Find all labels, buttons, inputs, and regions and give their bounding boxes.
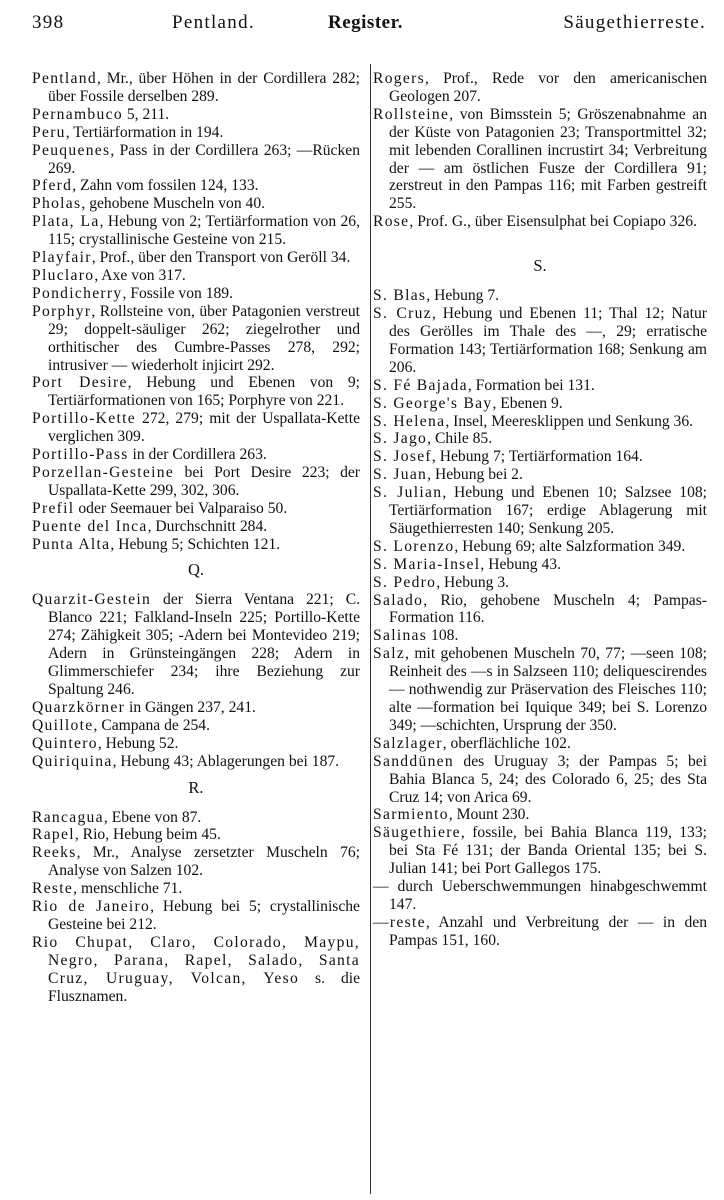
index-entry	[32, 753, 360, 771]
index-references: , Mr., Analyse zersetzter Muscheln 76; Analyse von Salzen 102.	[48, 844, 360, 880]
index-references: 108.	[427, 627, 459, 645]
index-entry	[373, 413, 707, 431]
index-references: , Hebung 69; alte Salzformation 349.	[454, 537, 686, 555]
entries-q	[32, 591, 360, 770]
left-column	[32, 70, 360, 1006]
index-term: S. Julian	[373, 484, 443, 502]
index-entry	[373, 556, 707, 574]
index-references: der Sierra Ventana 221; C. Blanco 221; Falkland-Inseln 225; Portillo-Kette 274; Zähigkeit 305; -Adern bei Montevideo 219; Adern in Grünsteingängen 228; Adern in Glimmerschiefer 234; ihre Beziehung zur Spaltung 246.	[48, 591, 360, 698]
index-entry	[373, 538, 707, 556]
index-entry	[373, 484, 707, 538]
index-references: , Formation bei 131.	[467, 376, 595, 394]
index-references: bei Port Desire 223; der Uspallata-Kette 299, 302, 306.	[48, 463, 360, 499]
index-entry	[373, 395, 707, 413]
index-term: Portillo-Pass	[32, 446, 129, 464]
index-term: Rio Chupat, Claro, Colorado, Maypu, Negro, Parana, Rapel, Salado, Santa Cruz, Uruguay, Volcan, Yeso	[32, 933, 360, 987]
index-term: Prefil	[32, 499, 75, 517]
index-entry	[32, 500, 360, 518]
section-spacer	[373, 231, 707, 249]
index-references: in Gängen 237, 241.	[125, 698, 256, 716]
index-references: , Hebung 7.	[426, 287, 500, 305]
index-entry	[32, 410, 360, 446]
entries-s	[373, 287, 707, 950]
index-references: , fossile, bei Bahia Blanca 119, 133; bei Sta Fé 131; der Banda Oriental 135; bei S. Julian 141; bei Port Gallegos 175.	[389, 824, 707, 878]
index-term: S. Josef	[373, 448, 432, 466]
index-references: , Hebung von 2; Tertiärformation von 26, 115; crystallinische Gesteine von 215.	[48, 213, 360, 249]
index-references: , Insel, Meeresklippen und Senkung 36.	[445, 412, 694, 430]
index-entry	[32, 213, 360, 249]
index-references: , Ebenen 9.	[492, 394, 563, 412]
index-references: , Hebung und Ebenen von 9; Tertiärformationen von 165; Porphyre von 221.	[48, 374, 360, 410]
running-header	[32, 12, 706, 42]
index-term: Rio de Janeiro	[32, 898, 151, 916]
index-references: des Uruguay 3; der Pampas 5; bei Bahia Blanca 5, 24; des Colorado 6, 25; des Sta Cruz 14; von Arica 69.	[389, 752, 707, 806]
index-entry	[373, 914, 707, 950]
index-entry	[32, 177, 360, 195]
index-references: , Hebung 7; Tertiärformation 164.	[431, 448, 643, 466]
index-references: , gehobene Muscheln von 40.	[81, 195, 266, 213]
index-term: —reste	[373, 913, 426, 931]
index-references: , Rio, gehobene Muscheln 4; Pampas-Formation 116.	[389, 591, 707, 627]
header-first-entry: Pentland.	[172, 12, 255, 33]
index-entry	[32, 374, 360, 410]
index-references: , Mr., über Höhen in der Cordillera 282; über Fossile derselben 289.	[48, 70, 360, 105]
index-term: Reeks	[32, 844, 77, 862]
index-references: , Prof., Rede vor den americanischen Geologen 207.	[389, 70, 707, 105]
index-references: , Hebung und Ebenen 11; Thal 12; Natur des Gerölles im Thale des —, 29; erratische Formation 143; Tertiärformation 168; Senkung am 206.	[389, 305, 708, 376]
index-term: S. Juan	[373, 466, 428, 484]
index-term: S. George's Bay	[373, 394, 493, 412]
index-entry	[32, 464, 360, 500]
index-entry	[32, 880, 360, 898]
page-number: 398	[32, 12, 65, 33]
index-term: Rancagua	[32, 808, 104, 826]
index-entry	[373, 806, 707, 824]
index-term: Sarmiento	[373, 806, 449, 824]
index-entry	[373, 878, 707, 914]
index-term: S. Helena	[373, 412, 446, 430]
entries-r-left	[32, 809, 360, 1006]
section-heading-s: S.	[533, 256, 547, 276]
index-references: , Hebung 5; Schichten 121.	[110, 535, 281, 553]
index-entry	[32, 826, 360, 844]
section-heading-r: R.	[188, 777, 204, 797]
index-references: , Prof., über den Transport von Geröll 34.	[91, 249, 351, 267]
index-entry	[32, 735, 360, 753]
index-term: S. Lorenzo	[373, 537, 455, 555]
index-term: Pentland	[32, 70, 97, 87]
index-entry	[373, 287, 707, 305]
index-entry	[373, 466, 707, 484]
index-entry	[32, 591, 360, 698]
index-entry	[32, 267, 360, 285]
index-term: Porzellan-Gesteine	[32, 463, 175, 481]
index-references: , Axe von 317.	[94, 266, 186, 284]
index-entry	[373, 574, 707, 592]
index-references: 272, 279; mit der Uspallata-Kette verglichen 309.	[48, 410, 360, 446]
index-references: , von Bimsstein 5; Gröszenabnahme an der Küste von Patagonien 23; Transportmittel 32; mit lebenden Corallinen incrustirt 34; Verbreitung der — am östlichen Fusze der Cordillera 91; zerstreut in den Pampas 116; mit Farben gestreift 255.	[389, 105, 707, 213]
index-references: , Anzahl und Verbreitung der — in den Pampas 151, 160.	[389, 913, 707, 949]
index-entry	[373, 753, 707, 807]
index-term: Punta Alta	[32, 535, 111, 553]
index-references: oder Seemauer bei Valparaiso 50.	[74, 499, 288, 517]
index-entry	[373, 430, 707, 448]
index-term: Quillote	[32, 716, 94, 734]
index-entry	[32, 844, 360, 880]
section-heading-q: Q.	[187, 560, 205, 580]
index-references: , Ebene von 87.	[103, 808, 202, 826]
index-references: , Hebung 3.	[436, 573, 510, 591]
index-entry	[32, 249, 360, 267]
index-entry	[373, 627, 707, 645]
index-entry	[32, 303, 360, 375]
index-references: , Durchschnitt 284.	[147, 517, 268, 535]
index-references: , Hebung bei 2.	[427, 466, 523, 484]
index-term: Sanddünen	[373, 752, 454, 770]
column-divider	[370, 64, 371, 1194]
index-term: Salinas	[373, 627, 428, 645]
index-references: 5, 211.	[122, 105, 170, 123]
index-term: Pernambuco	[32, 105, 123, 123]
index-entry	[32, 195, 360, 213]
index-term: S. Cruz	[373, 305, 432, 323]
index-entry	[32, 70, 360, 106]
index-references: , Chile 85.	[427, 430, 493, 448]
index-entry	[32, 898, 360, 934]
index-references: , Rio, Hebung beim 45.	[74, 826, 221, 844]
index-term: Rose	[373, 213, 410, 231]
index-term: S. Fé Bajada	[373, 376, 468, 394]
index-entry	[373, 735, 707, 753]
index-entry	[32, 124, 360, 142]
index-entry	[373, 213, 707, 231]
index-entry	[32, 518, 360, 536]
index-references: , Hebung 43.	[480, 555, 561, 573]
index-entry	[373, 592, 707, 628]
index-references: , Rollsteine von, über Patagonien verstreut 29; doppelt-säuliger 262; ziegelrother und orthitischer des Cumbre-Passes 278, 292; intrusiver — wiederholt injicirt 292.	[48, 302, 360, 374]
index-term: Peuquenes	[32, 141, 111, 159]
index-term: Salz	[373, 645, 406, 663]
index-references: , Prof. G., über Eisensulphat bei Copiapo 326.	[409, 213, 697, 231]
index-term: Quarzit-Gestein	[32, 591, 152, 609]
index-term: Rollsteine	[373, 105, 450, 123]
index-term: Pondicherry	[32, 284, 123, 302]
index-term: Pholas	[32, 195, 82, 213]
index-term: Puente del Inca	[32, 517, 148, 535]
index-term: Salado	[373, 591, 424, 609]
index-references: , Hebung bei 5; crystallinische Gesteine bei 212.	[48, 898, 360, 933]
index-entry	[32, 106, 360, 124]
index-term: S. Maria-Insel	[373, 555, 481, 573]
index-entry	[373, 645, 707, 735]
index-entry	[373, 377, 707, 395]
index-term: Salzlager	[373, 734, 443, 752]
index-references: , Pass in der Cordillera 263; —Rücken 269.	[48, 141, 360, 177]
index-references: , menschliche 71.	[73, 880, 183, 898]
index-references: , oberflächliche 102.	[442, 734, 571, 752]
index-entry	[32, 142, 360, 178]
index-references: , Hebung 43; Ablagerungen bei 187.	[112, 752, 340, 770]
index-entry	[373, 448, 707, 466]
right-column	[373, 70, 707, 950]
index-term: Pluclaro	[32, 266, 95, 284]
index-entry	[32, 809, 360, 827]
index-references: in der Cordillera 263.	[128, 446, 267, 464]
header-title: Register.	[328, 12, 404, 33]
index-term: Reste	[32, 880, 74, 898]
index-references: , Fossile von 189.	[122, 284, 233, 302]
index-entry	[373, 824, 707, 878]
index-entry	[32, 536, 360, 554]
index-entry	[32, 699, 360, 717]
entries-p	[32, 70, 360, 553]
index-term: Peru	[32, 123, 66, 141]
index-entry	[32, 934, 360, 1006]
index-references: s. die Flusznamen.	[48, 969, 360, 1005]
index-term: Playfair	[32, 249, 92, 267]
index-references: , Tertiärformation in 194.	[65, 123, 224, 141]
index-entry	[32, 446, 360, 464]
index-term: Säugethiere	[373, 824, 461, 842]
index-term: Quiriquina	[32, 752, 113, 770]
index-term: Rapel	[32, 826, 75, 844]
index-term: Port Desire	[32, 374, 128, 392]
index-references: , Hebung 52.	[97, 734, 179, 752]
index-term: Porphyr	[32, 302, 92, 320]
entries-r-right	[373, 70, 707, 231]
index-entry	[373, 70, 707, 106]
index-term: Quarzkörner	[32, 698, 126, 716]
index-references: — durch Ueberschwemmungen hinabgeschwemmt 147.	[373, 878, 707, 913]
index-references: , mit gehobenen Muscheln 70, 77; —seen 108; Reinheit des —s in Salzseen 110; deliquescirendes — nothwendig zur Präservation des Fleisches 110; alte —formation bei Iquique 349; bei S. Lorenzo 349; —schichten, Ursprung der 350.	[389, 645, 707, 734]
index-term: S. Jago	[373, 430, 428, 448]
index-term: Quintero	[32, 734, 98, 752]
index-entry	[373, 305, 707, 377]
index-references: , Mount 230.	[448, 806, 530, 824]
index-term: Rogers	[373, 70, 425, 87]
index-references: , Campana de 254.	[93, 716, 211, 734]
index-term: S. Pedro	[373, 573, 437, 591]
index-entry	[32, 285, 360, 303]
index-entry	[32, 717, 360, 735]
index-entry	[373, 106, 707, 213]
index-references: , Zahn vom fossilen 124, 133.	[72, 177, 259, 195]
index-references: , Hebung und Ebenen 10; Salzsee 108; Tertiärformation 167; erdige Ablagerung mit Säugethierresten 140; Senkung 205.	[389, 484, 707, 537]
index-term: Pferd	[32, 177, 73, 195]
index-term: Plata, La	[32, 213, 100, 231]
index-term: S. Blas	[373, 287, 427, 305]
header-last-entry: Säugethierreste.	[563, 12, 706, 33]
index-term: Portillo-Kette	[32, 410, 136, 428]
